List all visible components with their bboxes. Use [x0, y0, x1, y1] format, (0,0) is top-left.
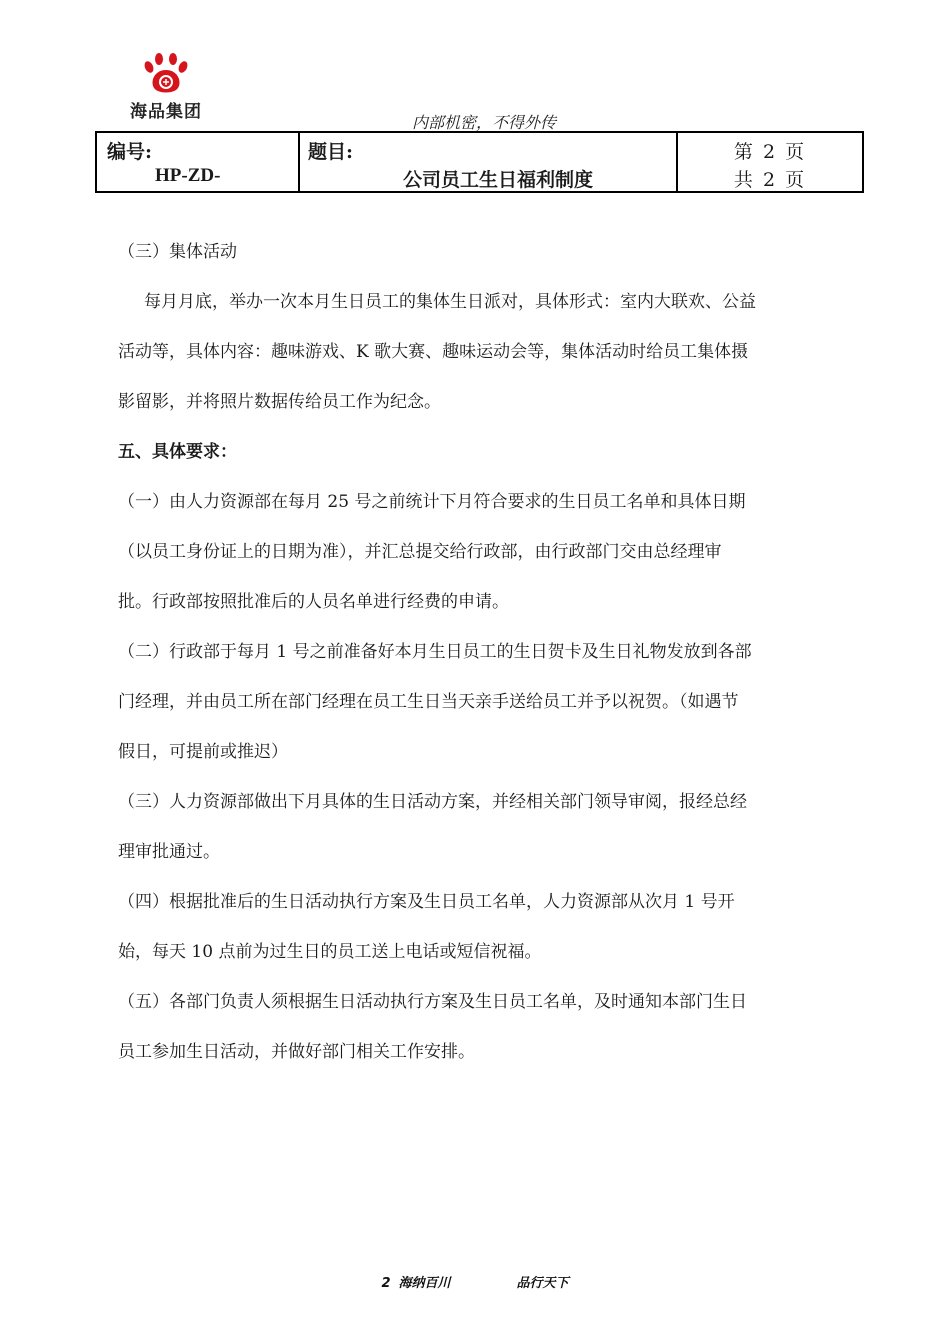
paragraph-line: 员工参加生日活动，并做好部门相关工作安排。	[118, 1042, 475, 1062]
section-heading: （三）集体活动	[118, 242, 237, 262]
page-total: 共 2 页	[733, 169, 807, 191]
requirements-heading: 五、具体要求：	[118, 442, 237, 462]
document-title: 公司员工生日福利制度	[402, 169, 593, 191]
page-current: 第 2 页	[733, 141, 807, 163]
paragraph-line: 假日，可提前或推迟）	[118, 742, 288, 762]
code-value: HP-ZD-	[155, 165, 221, 186]
footer-slogan-1: 海纳百川	[398, 1276, 451, 1291]
document-header-table	[95, 131, 864, 193]
paragraph-line: （四）根据批准后的生日活动执行方案及生日员工名单，人力资源部从次月 1 号开	[118, 892, 735, 912]
code-cell	[96, 132, 299, 192]
page-cell	[677, 132, 863, 192]
paragraph-line: （以员工身份证上的日期为准），并汇总提交给行政部，由行政部门交由总经理审	[118, 542, 722, 562]
footer-page-number: 2	[381, 1276, 391, 1291]
paragraph-line: （五）各部门负责人须根据生日活动执行方案及生日员工名单，及时通知本部门生日	[118, 992, 747, 1012]
document-body	[118, 227, 838, 1077]
footer-slogan-2: 品行天下	[516, 1276, 569, 1291]
confidential-notice: 内部机密，不得外传	[412, 113, 557, 132]
title-cell	[299, 132, 677, 192]
paragraph-line: 影留影，并将照片数据传给员工作为纪念。	[118, 392, 441, 412]
paragraph-line: 批。行政部按照批准后的人员名单进行经费的申请。	[118, 592, 509, 612]
paragraph-line: 门经理，并由员工所在部门经理在员工生日当天亲手送给员工并予以祝贺。（如遇节	[118, 692, 739, 712]
paragraph-line: 始，每天 10 点前为过生日的员工送上电话或短信祝福。	[118, 942, 542, 962]
title-label: 题目:	[308, 141, 354, 163]
paragraph-line: 理审批通过。	[118, 842, 220, 862]
code-label: 编号:	[107, 141, 153, 163]
page-footer	[0, 1272, 950, 1291]
paragraph-line: 每月月底，举办一次本月生日员工的集体生日派对，具体形式：室内大联欢、公益	[144, 292, 756, 312]
paw-logo-icon	[140, 52, 192, 96]
paragraph-line: （三）人力资源部做出下月具体的生日活动方案，并经相关部门领导审阅，报经总经	[118, 792, 747, 812]
logo-text: 海品集团	[130, 102, 202, 122]
paragraph-line: （二）行政部于每月 1 号之前准备好本月生日员工的生日贺卡及生日礼物发放到各部	[118, 642, 752, 662]
company-logo	[120, 52, 212, 124]
paragraph-line: （一）由人力资源部在每月 25 号之前统计下月符合要求的生日员工名单和具体日期	[118, 492, 746, 512]
paragraph-line: 活动等，具体内容：趣味游戏、K 歌大赛、趣味运动会等，集体活动时给员工集体摄	[118, 342, 749, 362]
